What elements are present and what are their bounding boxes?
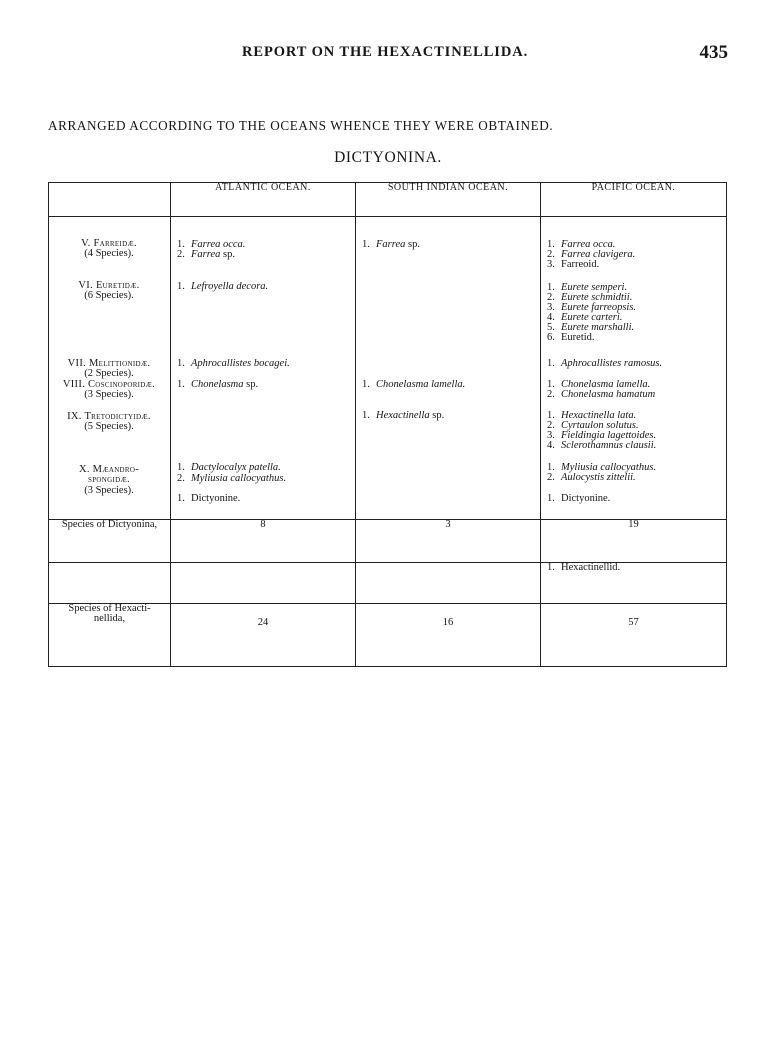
species-entry: 3. Farreoid. — [547, 259, 600, 270]
species-entry: 1. Farrea occa. — [177, 239, 246, 250]
family-tretodictyidae: IX. Tretodictyidæ. (5 Species). — [67, 411, 151, 433]
column-header-south-indian: SOUTH INDIAN OCEAN. — [356, 183, 541, 217]
hexactinellida-total-south-indian: 16 — [356, 604, 541, 667]
family-maeandrospongidae: X. Mæandro- spongidæ. (3 Species). — [78, 464, 140, 496]
species-entry: 2. Myliusia callocyathus. — [177, 473, 287, 484]
species-entry: 4. Sclerothamnus clausii. — [547, 440, 657, 451]
south-indian-column — [356, 217, 541, 520]
atlantic-column — [171, 217, 356, 520]
species-entry: 2. Aulocystis zittelii. — [547, 472, 636, 483]
family-farreidae: V. Farreidæ. (4 Species). — [81, 238, 137, 260]
empty-cell — [356, 563, 541, 604]
species-entry: 3. Fieldingia lagettoides. — [547, 430, 657, 441]
species-entry: 1. Dactylocalyx patella. — [177, 462, 281, 473]
species-entry: 1. Hexactinella lata. — [547, 410, 637, 421]
species-entry: 1. Dictyonine. — [547, 493, 611, 504]
page-number: 435 — [699, 42, 728, 63]
species-distribution-table — [48, 182, 727, 667]
empty-cell — [49, 563, 171, 604]
family-melittionidae: VII. Melittionidæ. (2 Species). — [67, 358, 151, 380]
dictyonina-total-row — [49, 520, 727, 563]
pacific-column — [541, 217, 727, 520]
hexactinellida-total-atlantic: 24 — [171, 604, 356, 667]
dictyonina-total-pacific: 19 — [541, 520, 727, 563]
species-entry: 1. Chonelasma lamella. — [362, 379, 466, 390]
species-entry: 5. Eurete marshalli. — [547, 322, 635, 333]
hexactinellida-total-pacific: 57 — [541, 604, 727, 667]
species-entry: 4. Eurete carteri. — [547, 312, 623, 323]
hexactinellida-total-row — [49, 604, 727, 667]
dictyonina-total-label: Species of Dictyonina, — [49, 520, 171, 563]
species-entry: 2. Farrea sp. — [177, 249, 235, 260]
hexactinellid-pacific: 1. Hexactinellid. — [541, 563, 727, 604]
running-title: REPORT ON THE HEXACTINELLIDA. — [242, 44, 529, 60]
families-row — [49, 217, 727, 520]
species-entry: 2. Cyrtaulon solutus. — [547, 420, 639, 431]
family-column — [49, 217, 171, 520]
empty-cell — [171, 563, 356, 604]
dictyonina-total-south-indian: 3 — [356, 520, 541, 563]
species-entry: 1. Hexactinella sp. — [362, 410, 445, 421]
species-entry: 1. Myliusia callocyathus. — [547, 462, 657, 473]
running-head — [0, 44, 776, 68]
section-title: DICTYONINA. — [334, 149, 442, 166]
species-entry: 1. Lefroyella decora. — [177, 281, 269, 292]
table-header-row — [49, 183, 727, 217]
hexactinellid-row — [49, 563, 727, 604]
species-entry: 1. Eurete semperi. — [547, 282, 628, 293]
species-entry: 1. Farrea occa. — [547, 239, 616, 250]
column-header-atlantic: ATLANTIC OCEAN. — [171, 183, 356, 217]
species-entry: 1. Farrea sp. — [362, 239, 420, 250]
species-entry: 3. Eurete farreopsis. — [547, 302, 637, 313]
table-subtitle: ARRANGED ACCORDING TO THE OCEANS WHENCE THEY WERE OBTAINED. — [48, 118, 554, 133]
species-entry: 6. Euretid. — [547, 332, 595, 343]
species-entry: 2. Farrea clavigera. — [547, 249, 636, 260]
family-euretidae: VI. Euretidæ. (6 Species). — [78, 280, 140, 302]
species-entry: 1. Chonelasma sp. — [177, 379, 259, 390]
species-entry: 1. Dictyonine. — [177, 493, 241, 504]
species-entry: 1. Chonelasma lamella. — [547, 379, 651, 390]
dictyonina-total-atlantic: 8 — [171, 520, 356, 563]
column-header-pacific: PACIFIC OCEAN. — [541, 183, 727, 217]
species-entry: 2. Eurete schmidtii. — [547, 292, 633, 303]
column-header-family — [49, 183, 171, 217]
species-entry: 1. Aphrocallistes bocagei. — [177, 358, 290, 369]
species-entry: 2. Chonelasma hamatum — [547, 389, 656, 400]
species-entry: 1. Aphrocallistes ramosus. — [547, 358, 663, 369]
hexactinellida-total-label: Species of Hexacti- nellida, — [49, 604, 171, 667]
family-coscinoporidae: VIII. Coscinoporidæ. (3 Species). — [62, 379, 156, 401]
